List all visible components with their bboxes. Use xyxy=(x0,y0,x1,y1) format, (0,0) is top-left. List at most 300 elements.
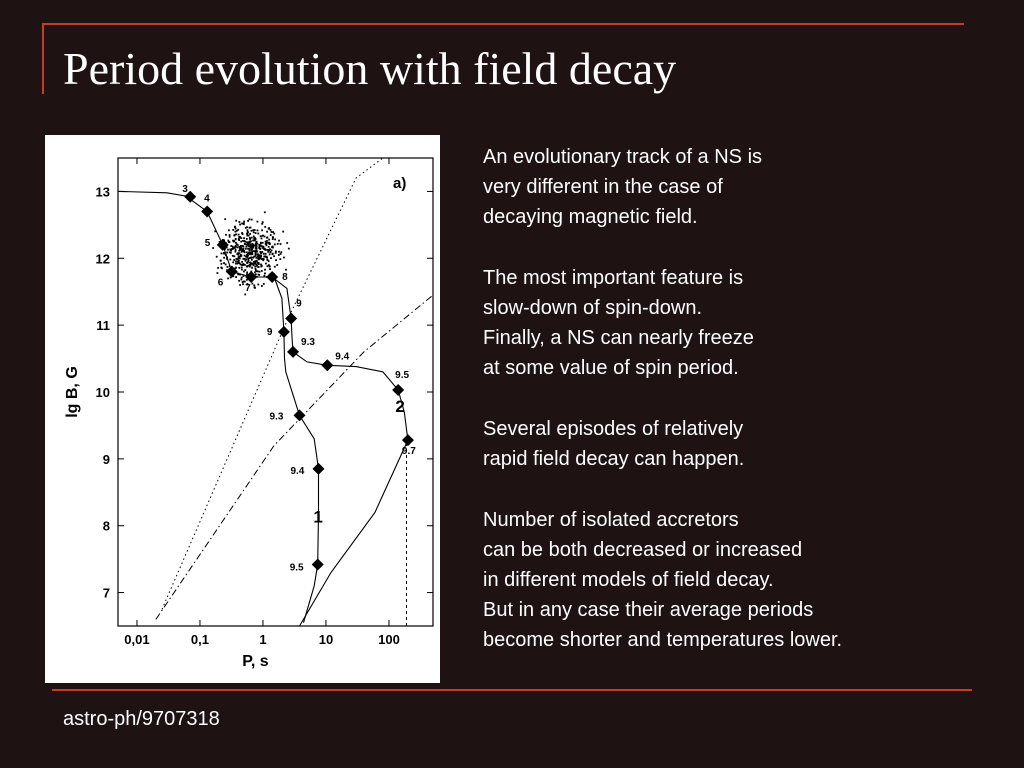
pulsar-point xyxy=(255,255,257,257)
pulsar-point xyxy=(238,234,240,236)
axis-ticks xyxy=(118,158,433,626)
marker-label: 7 xyxy=(245,283,251,295)
pulsar-point xyxy=(217,267,219,269)
pulsar-point xyxy=(275,251,277,253)
pulsar-point xyxy=(258,258,260,260)
pulsar-point xyxy=(257,233,259,235)
track-marker xyxy=(321,359,333,371)
pulsar-point xyxy=(261,238,263,240)
pulsar-point xyxy=(230,252,232,254)
pulsar-point xyxy=(247,232,249,234)
pulsar-point xyxy=(268,239,270,241)
paragraph-line: at some value of spin period. xyxy=(483,357,739,379)
marker-label: 5 xyxy=(204,237,211,249)
pulsar-point xyxy=(227,278,229,280)
pulsar-point xyxy=(260,266,262,268)
pulsar-point xyxy=(263,283,265,285)
pulsar-point xyxy=(274,239,276,241)
pulsar-point xyxy=(257,262,259,264)
footer-reference: astro-ph/9707318 xyxy=(63,708,220,730)
pulsar-point xyxy=(279,258,281,260)
pulsar-point xyxy=(245,246,247,248)
paragraph-line: Finally, a NS can nearly freeze xyxy=(483,327,754,349)
pulsar-point xyxy=(241,269,243,271)
pulsar-point xyxy=(212,247,214,249)
period-field-chart xyxy=(45,135,440,683)
paragraph-line: decaying magnetic field. xyxy=(483,206,698,228)
pulsar-point xyxy=(239,221,241,223)
pulsar-point xyxy=(252,263,254,265)
pulsar-point xyxy=(268,228,270,230)
track-upper xyxy=(119,191,408,440)
pulsar-point xyxy=(272,237,274,239)
pulsar-point xyxy=(225,254,227,256)
pulsar-point xyxy=(286,242,288,244)
pulsar-point xyxy=(241,277,243,279)
pulsar-point xyxy=(276,264,278,266)
pulsar-point xyxy=(238,274,240,276)
pulsar-point xyxy=(258,266,260,268)
pulsar-point xyxy=(283,257,285,259)
pulsar-point xyxy=(251,230,253,232)
pulsar-point xyxy=(273,233,275,235)
dotted-guide-line xyxy=(162,158,383,609)
pulsar-point xyxy=(230,245,232,247)
marker-label: 4 xyxy=(204,193,210,205)
pulsar-point xyxy=(233,235,235,237)
pulsar-point xyxy=(227,249,229,251)
pulsar-point xyxy=(235,234,237,236)
side-accent-rule xyxy=(42,23,44,94)
pulsar-point xyxy=(227,266,229,268)
pulsar-point xyxy=(256,242,258,244)
marker-label: 8 xyxy=(282,272,288,284)
pulsar-point xyxy=(249,233,251,235)
pulsar-point xyxy=(233,255,235,257)
pulsar-point xyxy=(252,247,254,249)
pulsar-point xyxy=(249,243,251,245)
pulsar-point xyxy=(267,237,269,239)
pulsar-point xyxy=(264,249,266,251)
pulsar-point xyxy=(235,261,237,263)
pulsar-point xyxy=(272,238,274,240)
marker-label: 6 xyxy=(217,277,224,289)
guide-lines xyxy=(156,158,433,626)
y-tick-label: 10 xyxy=(95,385,110,400)
x-tick-label: 0,01 xyxy=(124,632,150,647)
pulsar-point xyxy=(229,259,231,261)
y-axis-label: lg B, G xyxy=(64,366,81,418)
pulsar-point xyxy=(253,229,255,231)
pulsar-point xyxy=(243,237,245,239)
pulsar-point xyxy=(238,254,240,256)
pulsar-point xyxy=(262,221,264,223)
pulsar-point xyxy=(260,235,262,237)
pulsar-point xyxy=(270,257,272,259)
pulsar-point xyxy=(246,272,248,274)
pulsar-point xyxy=(247,265,249,267)
pulsar-point xyxy=(244,243,246,245)
pulsar-point xyxy=(268,246,270,248)
pulsar-point xyxy=(242,281,244,283)
pulsar-point xyxy=(267,265,269,267)
pulsar-point xyxy=(246,242,248,244)
marker-label: 9.4 xyxy=(335,351,350,363)
pulsar-point xyxy=(235,239,237,241)
pulsar-point xyxy=(247,258,249,260)
pulsar-point xyxy=(235,220,237,222)
pulsar-point xyxy=(260,243,262,245)
pulsar-point xyxy=(254,272,256,274)
pulsar-point xyxy=(235,251,237,253)
pulsar-point xyxy=(249,249,251,251)
marker-label: 9 xyxy=(296,298,302,310)
pulsar-point xyxy=(263,246,265,248)
pulsar-point xyxy=(250,247,252,249)
pulsar-point xyxy=(243,240,245,242)
pulsar-point xyxy=(220,260,222,262)
track-marker xyxy=(293,409,305,421)
pulsar-point xyxy=(229,265,231,267)
pulsar-point xyxy=(268,243,270,245)
pulsar-point xyxy=(253,285,255,287)
paragraph-line: become shorter and temperatures lower. xyxy=(483,629,843,651)
pulsar-point xyxy=(220,267,222,269)
pulsar-point xyxy=(216,256,218,258)
pulsar-point xyxy=(262,259,264,261)
pulsar-point xyxy=(250,265,252,267)
pulsar-point xyxy=(221,253,223,255)
pulsar-point xyxy=(265,263,267,265)
pulsar-point xyxy=(221,263,223,265)
pulsar-point xyxy=(272,247,274,249)
pulsar-point xyxy=(224,218,226,220)
pulsar-point xyxy=(264,273,266,275)
pulsar-point xyxy=(254,238,256,240)
pulsar-point xyxy=(242,233,244,235)
pulsar-point xyxy=(233,259,235,261)
pulsar-point xyxy=(274,266,276,268)
pulsar-point xyxy=(225,234,227,236)
pulsar-point xyxy=(255,269,257,271)
x-tick-label: 0,1 xyxy=(190,632,210,647)
paragraph-line: rapid field decay can happen. xyxy=(483,448,745,470)
panel-label: a) xyxy=(393,175,407,192)
pulsar-point xyxy=(239,284,241,286)
marker-label: 9.4 xyxy=(290,465,305,477)
pulsar-point xyxy=(258,274,260,276)
pulsar-point xyxy=(252,244,254,246)
track-marker xyxy=(312,558,324,570)
pulsar-point xyxy=(288,248,290,250)
paragraph-line: An evolutionary track of a NS is xyxy=(483,146,763,168)
pulsar-point xyxy=(249,218,251,220)
pulsar-point xyxy=(261,270,263,272)
pulsar-point xyxy=(229,241,231,243)
track-marker xyxy=(278,326,290,338)
pulsar-point xyxy=(244,269,246,271)
pulsar-point xyxy=(251,219,253,221)
track-marker xyxy=(287,346,299,358)
pulsar-point xyxy=(264,226,266,228)
track-marker xyxy=(217,239,229,251)
pulsar-point xyxy=(257,221,259,223)
pulsar-point xyxy=(238,239,240,241)
pulsar-point xyxy=(264,275,266,277)
pulsar-point xyxy=(254,262,256,264)
pulsar-point xyxy=(260,253,262,255)
pulsar-point xyxy=(255,247,257,249)
pulsar-point xyxy=(258,247,260,249)
pulsar-point xyxy=(252,283,254,285)
pulsar-point xyxy=(228,229,230,231)
pulsar-point xyxy=(236,247,238,249)
pulsar-point xyxy=(249,241,251,243)
pulsar-point xyxy=(238,280,240,282)
pulsar-point xyxy=(271,231,273,233)
y-tick-label: 13 xyxy=(95,184,110,200)
pulsar-point xyxy=(237,244,239,246)
marker-label: 9.3 xyxy=(269,411,284,423)
pulsar-point xyxy=(262,242,264,244)
pulsar-point xyxy=(245,260,247,262)
pulsar-point xyxy=(256,251,258,253)
paragraph xyxy=(483,263,983,383)
y-tick-label: 11 xyxy=(96,318,110,334)
pulsar-point xyxy=(235,228,237,230)
pulsar-point xyxy=(264,269,266,271)
pulsar-point xyxy=(226,258,228,260)
pulsar-point xyxy=(253,231,255,233)
pulsar-point xyxy=(270,229,272,231)
pulsar-point xyxy=(239,252,241,254)
pulsar-point xyxy=(273,255,275,257)
pulsar-point xyxy=(255,232,257,234)
paragraph-line: slow-down of spin-down. xyxy=(483,297,702,319)
paragraph xyxy=(483,505,983,655)
track-marker xyxy=(402,434,414,446)
paragraph-line: can be both decreased or increased xyxy=(483,539,803,561)
pulsar-point xyxy=(251,267,253,269)
y-tick-label: 8 xyxy=(102,518,110,534)
pulsar-point xyxy=(260,255,262,257)
pulsar-point xyxy=(257,284,259,286)
pulsar-point xyxy=(243,221,245,223)
x-tick-label: 10 xyxy=(318,632,334,647)
body-text xyxy=(483,142,983,656)
pulsar-point xyxy=(253,236,255,238)
paragraph-line: very different in the case of xyxy=(483,176,723,198)
pulsar-point xyxy=(255,244,257,246)
pulsar-point xyxy=(250,227,252,229)
pulsar-point xyxy=(280,251,282,253)
pulsar-point xyxy=(280,253,282,255)
pulsar-point xyxy=(238,262,240,264)
pulsar-point xyxy=(235,276,237,278)
marker-label: 9.5 xyxy=(395,369,410,381)
paragraph-line: Number of isolated accretors xyxy=(483,509,739,531)
marker-label: 9.3 xyxy=(301,336,315,348)
pulsar-point xyxy=(258,255,260,257)
pulsar-point xyxy=(235,258,237,260)
pulsar-point xyxy=(267,251,269,253)
pulsar-point xyxy=(238,250,240,252)
pulsar-point xyxy=(243,223,245,225)
paragraph-line: The most important feature is xyxy=(483,267,744,289)
pulsar-point xyxy=(251,259,253,261)
pulsar-point xyxy=(231,248,233,250)
pulsar-point xyxy=(261,285,263,287)
pulsar-point xyxy=(261,251,263,253)
pulsar-point xyxy=(235,267,237,269)
pulsar-point xyxy=(240,255,242,257)
pulsar-point xyxy=(246,251,248,253)
paragraph-line: in different models of field decay. xyxy=(483,569,774,591)
pulsar-point xyxy=(242,240,244,242)
marker-label: 3 xyxy=(182,183,188,195)
pulsar-point xyxy=(246,244,248,246)
pulsar-point xyxy=(235,263,237,265)
pulsar-point xyxy=(270,234,272,236)
pulsar-point xyxy=(262,235,264,237)
pulsar-point xyxy=(251,257,253,259)
pulsar-point xyxy=(251,237,253,239)
pulsar-point xyxy=(264,211,266,213)
pulsar-point xyxy=(278,251,280,253)
pulsar-point xyxy=(240,279,242,281)
pulsar-point xyxy=(238,267,240,269)
pulsar-point xyxy=(246,226,248,228)
track-marker xyxy=(285,312,297,324)
pulsar-point xyxy=(234,246,236,248)
paragraph xyxy=(483,142,983,232)
pulsar-point xyxy=(217,272,219,274)
pulsar-point xyxy=(261,229,263,231)
pulsar-point xyxy=(241,223,243,225)
pulsar-point xyxy=(269,268,271,270)
track-markers xyxy=(184,191,414,574)
pulsar-point xyxy=(267,249,269,251)
paragraph-line: But in any case their average periods xyxy=(483,599,814,621)
pulsar-point xyxy=(229,234,231,236)
pulsar-point xyxy=(233,240,235,242)
pulsar-point xyxy=(242,248,244,250)
pulsar-point xyxy=(241,264,243,266)
pulsar-point xyxy=(267,259,269,261)
pulsar-point xyxy=(235,249,237,251)
pulsar-point xyxy=(260,264,262,266)
pulsar-point xyxy=(223,262,225,264)
pulsar-point xyxy=(239,274,241,276)
slide-title: Period evolution with field decay xyxy=(63,43,677,94)
pulsar-point xyxy=(214,230,216,232)
pulsar-point xyxy=(278,240,280,242)
pulsar-point xyxy=(280,243,282,245)
track-marker xyxy=(201,205,213,217)
marker-label: 9.7 xyxy=(401,446,416,458)
pulsar-point xyxy=(242,246,244,248)
pulsar-point xyxy=(232,261,234,263)
pulsar-point xyxy=(229,249,231,251)
pulsar-point xyxy=(265,256,267,258)
pulsar-point xyxy=(257,270,259,272)
pulsar-point xyxy=(223,257,225,259)
track-marker xyxy=(266,271,278,283)
pulsar-point xyxy=(266,231,268,233)
paragraph-line: Several episodes of relatively xyxy=(483,418,744,440)
pulsar-point xyxy=(275,259,277,261)
pulsar-point xyxy=(247,220,249,222)
pulsar-point xyxy=(247,261,249,263)
pulsar-point xyxy=(243,263,245,265)
pulsar-point xyxy=(274,244,276,246)
pulsar-point xyxy=(252,257,254,259)
y-tick-label: 7 xyxy=(102,585,110,601)
pulsar-point xyxy=(245,258,247,260)
pulsar-point xyxy=(254,286,256,288)
pulsar-point xyxy=(263,253,265,255)
pulsar-point xyxy=(259,271,261,273)
pulsar-point xyxy=(278,254,280,256)
pulsar-point xyxy=(244,258,246,260)
pulsar-point xyxy=(277,243,279,245)
top-accent-rule xyxy=(42,23,964,25)
y-tick-label: 9 xyxy=(102,451,110,467)
pulsar-point xyxy=(239,224,241,226)
pulsar-point xyxy=(248,248,250,250)
pulsar-point xyxy=(238,256,240,258)
paragraph xyxy=(483,414,983,474)
track-label: 2 xyxy=(395,397,405,417)
pulsar-point xyxy=(225,264,227,266)
y-tick-label: 12 xyxy=(95,251,110,267)
pulsar-point xyxy=(257,230,259,232)
plot-frame xyxy=(118,158,433,626)
pulsar-point xyxy=(245,248,247,250)
pulsar-point xyxy=(261,223,263,225)
pulsar-point xyxy=(272,253,274,255)
pulsar-point xyxy=(236,230,238,232)
pulsar-point xyxy=(226,252,228,254)
pulsar-point xyxy=(285,269,287,271)
pulsar-point xyxy=(268,249,270,251)
pulsar-point xyxy=(259,245,261,247)
pulsar-point xyxy=(282,231,284,233)
pulsar-point xyxy=(256,260,258,262)
pulsar-point xyxy=(242,250,244,252)
pulsar-point xyxy=(240,249,242,251)
pulsar-point xyxy=(240,237,242,239)
x-tick-label: 1 xyxy=(259,632,267,647)
pulsar-point xyxy=(265,243,267,245)
pulsar-point xyxy=(247,245,249,247)
pulsar-point xyxy=(246,254,248,256)
pulsar-point xyxy=(241,267,243,269)
marker-label: 9 xyxy=(266,326,273,338)
track-marker xyxy=(312,463,324,475)
pulsar-point xyxy=(249,237,251,239)
pulsar-point xyxy=(243,275,245,277)
pulsar-point xyxy=(246,238,248,240)
x-tick-label: 100 xyxy=(378,632,400,647)
pulsar-point xyxy=(247,235,249,237)
pulsar-point xyxy=(251,252,253,254)
track-label: 1 xyxy=(313,507,323,527)
pulsar-point xyxy=(241,261,243,263)
pulsar-point xyxy=(229,236,231,238)
pulsar-point xyxy=(266,240,268,242)
figure-panel xyxy=(45,135,440,683)
